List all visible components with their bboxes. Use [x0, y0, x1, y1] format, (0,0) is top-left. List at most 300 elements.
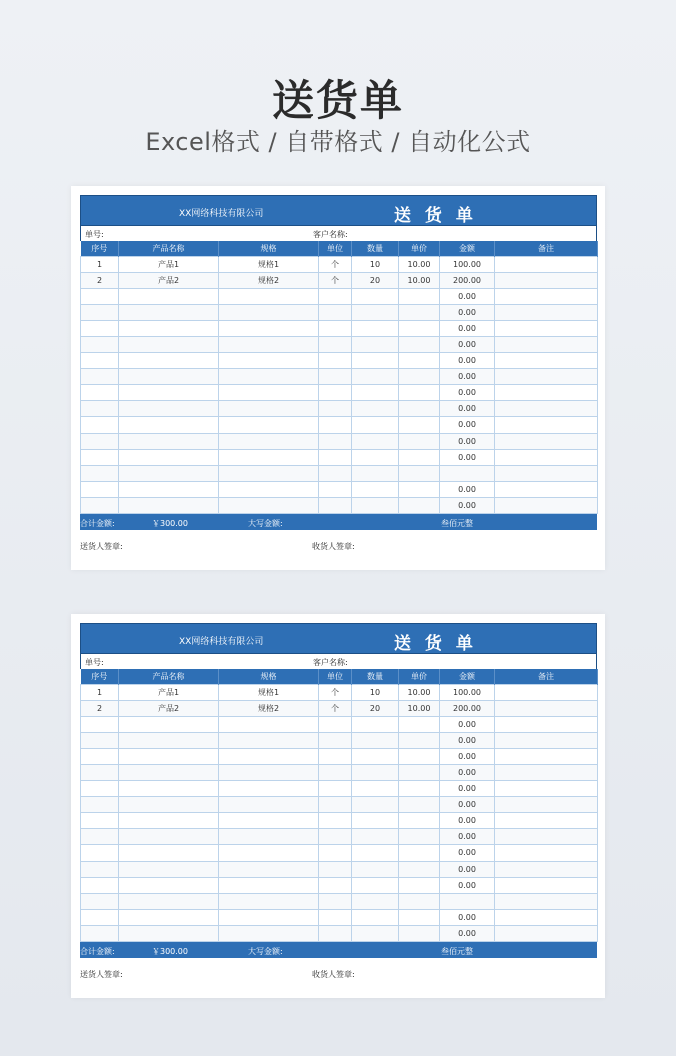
table-cell[interactable] [219, 829, 319, 845]
table-cell[interactable] [81, 877, 119, 893]
table-cell[interactable]: 个 [319, 700, 352, 716]
table-cell[interactable] [81, 909, 119, 925]
table-cell[interactable] [319, 716, 352, 732]
table-cell[interactable]: 0.00 [440, 353, 495, 369]
table-cell[interactable] [119, 433, 219, 449]
table-cell[interactable]: 1 [81, 684, 119, 700]
table-cell[interactable] [119, 781, 219, 797]
table-cell[interactable]: 个 [319, 272, 352, 288]
items-table [80, 241, 598, 514]
table-cell[interactable] [495, 497, 598, 513]
table-cell[interactable] [495, 320, 598, 336]
table-cell[interactable] [399, 385, 440, 401]
table-cell[interactable] [319, 320, 352, 336]
table-cell[interactable] [495, 700, 598, 716]
table-cell[interactable] [119, 304, 219, 320]
table-cell[interactable] [119, 449, 219, 465]
table-cell[interactable]: 0.00 [440, 764, 495, 780]
table-cell[interactable] [81, 813, 119, 829]
table-cell[interactable]: 0.00 [440, 449, 495, 465]
table-cell[interactable] [495, 829, 598, 845]
table-cell[interactable] [219, 320, 319, 336]
table-cell[interactable]: 0.00 [440, 481, 495, 497]
table-cell[interactable]: 2 [81, 272, 119, 288]
table-cell[interactable] [319, 877, 352, 893]
column-header: 数量 [352, 241, 399, 256]
table-cell[interactable] [440, 465, 495, 481]
table-cell[interactable]: 2 [81, 700, 119, 716]
table-cell[interactable] [399, 353, 440, 369]
table-cell[interactable] [219, 813, 319, 829]
table-cell[interactable]: 10 [352, 684, 399, 700]
table-cell[interactable]: 20 [352, 272, 399, 288]
table-cell[interactable]: 0.00 [440, 748, 495, 764]
table-cell[interactable] [495, 369, 598, 385]
table-cell[interactable] [495, 272, 598, 288]
table-cell[interactable] [495, 732, 598, 748]
table-cell[interactable] [119, 861, 219, 877]
table-cell[interactable] [319, 732, 352, 748]
column-header: 规格 [219, 669, 319, 684]
table-cell[interactable] [219, 497, 319, 513]
table-cell[interactable] [495, 304, 598, 320]
table-row [81, 748, 598, 764]
table-cell[interactable] [119, 336, 219, 352]
table-cell[interactable] [399, 481, 440, 497]
table-cell[interactable]: 0.00 [440, 797, 495, 813]
table-cell[interactable] [352, 797, 399, 813]
table-cell[interactable] [119, 909, 219, 925]
table-cell[interactable] [219, 845, 319, 861]
table-cell[interactable] [352, 320, 399, 336]
table-cell[interactable] [319, 781, 352, 797]
table-cell[interactable]: 100.00 [440, 256, 495, 272]
table-cell[interactable] [119, 732, 219, 748]
table-cell[interactable] [495, 813, 598, 829]
table-cell[interactable]: 产品1 [119, 256, 219, 272]
table-cell[interactable]: 0.00 [440, 369, 495, 385]
table-cell[interactable] [81, 369, 119, 385]
table-cell[interactable] [319, 449, 352, 465]
table-cell[interactable] [399, 716, 440, 732]
table-cell[interactable] [119, 497, 219, 513]
table-cell[interactable]: 0.00 [440, 417, 495, 433]
table-cell[interactable] [219, 732, 319, 748]
table-cell[interactable] [495, 449, 598, 465]
table-cell[interactable] [352, 748, 399, 764]
table-cell[interactable] [399, 829, 440, 845]
table-cell[interactable]: 10.00 [399, 272, 440, 288]
table-cell[interactable]: 0.00 [440, 861, 495, 877]
table-cell[interactable] [81, 497, 119, 513]
table-cell[interactable] [81, 433, 119, 449]
table-cell[interactable] [399, 797, 440, 813]
table-cell[interactable] [352, 401, 399, 417]
table-cell[interactable] [219, 433, 319, 449]
table-cell[interactable]: 产品2 [119, 700, 219, 716]
table-cell[interactable] [352, 481, 399, 497]
table-cell[interactable] [81, 845, 119, 861]
table-cell[interactable]: 产品2 [119, 272, 219, 288]
table-cell[interactable]: 0.00 [440, 288, 495, 304]
table-cell[interactable] [81, 893, 119, 909]
table-cell[interactable] [399, 369, 440, 385]
table-cell[interactable] [399, 893, 440, 909]
table-cell[interactable] [352, 764, 399, 780]
table-cell[interactable]: 个 [319, 684, 352, 700]
table-cell[interactable] [399, 877, 440, 893]
column-header: 金额 [440, 669, 495, 684]
table-row [81, 369, 598, 385]
table-cell[interactable] [119, 288, 219, 304]
table-row [81, 684, 598, 700]
table-cell[interactable] [219, 764, 319, 780]
table-cell[interactable] [81, 829, 119, 845]
table-cell[interactable] [440, 893, 495, 909]
table-cell[interactable] [495, 893, 598, 909]
table-cell[interactable]: 0.00 [440, 401, 495, 417]
table-cell[interactable] [81, 732, 119, 748]
table-cell[interactable]: 0.00 [440, 909, 495, 925]
table-cell[interactable] [352, 433, 399, 449]
table-cell[interactable] [495, 716, 598, 732]
table-cell[interactable] [319, 909, 352, 925]
table-cell[interactable] [219, 481, 319, 497]
table-cell[interactable] [119, 465, 219, 481]
table-cell[interactable] [352, 861, 399, 877]
table-cell[interactable] [352, 829, 399, 845]
table-cell[interactable] [352, 497, 399, 513]
table-cell[interactable] [119, 353, 219, 369]
table-cell[interactable] [319, 304, 352, 320]
table-cell[interactable] [81, 417, 119, 433]
table-cell[interactable] [219, 925, 319, 941]
table-cell[interactable] [319, 465, 352, 481]
table-cell[interactable] [319, 748, 352, 764]
table-cell[interactable] [495, 433, 598, 449]
table-cell[interactable] [399, 465, 440, 481]
table-row [81, 716, 598, 732]
table-cell[interactable] [219, 385, 319, 401]
table-cell[interactable] [119, 417, 219, 433]
table-cell[interactable] [352, 369, 399, 385]
receiver-signature-label: 收货人签章: [312, 542, 355, 551]
table-cell[interactable] [399, 288, 440, 304]
table-cell[interactable] [352, 385, 399, 401]
table-cell[interactable] [352, 716, 399, 732]
table-cell[interactable] [81, 320, 119, 336]
table-cell[interactable] [495, 845, 598, 861]
table-cell[interactable] [399, 497, 440, 513]
table-cell[interactable]: 0.00 [440, 781, 495, 797]
table-cell[interactable] [219, 909, 319, 925]
table-cell[interactable] [319, 353, 352, 369]
table-cell[interactable] [495, 353, 598, 369]
table-header-row [81, 241, 598, 256]
table-cell[interactable] [399, 909, 440, 925]
table-cell[interactable]: 0.00 [440, 813, 495, 829]
table-cell[interactable]: 10.00 [399, 256, 440, 272]
table-cell[interactable] [219, 336, 319, 352]
table-cell[interactable] [81, 861, 119, 877]
table-row [81, 465, 598, 481]
table-cell[interactable] [495, 797, 598, 813]
table-cell[interactable] [119, 320, 219, 336]
total-value: ￥300.00 [152, 519, 188, 528]
table-cell[interactable] [119, 401, 219, 417]
table-cell[interactable] [81, 449, 119, 465]
table-cell[interactable] [319, 481, 352, 497]
table-row [81, 336, 598, 352]
table-cell[interactable] [399, 320, 440, 336]
table-cell[interactable]: 1 [81, 256, 119, 272]
table-cell[interactable] [352, 813, 399, 829]
table-cell[interactable] [219, 861, 319, 877]
table-cell[interactable]: 规格2 [219, 272, 319, 288]
table-cell[interactable] [319, 764, 352, 780]
table-row [81, 256, 598, 272]
table-cell[interactable] [119, 829, 219, 845]
table-cell[interactable] [119, 385, 219, 401]
table-cell[interactable] [352, 909, 399, 925]
table-cell[interactable] [319, 829, 352, 845]
table-cell[interactable] [352, 925, 399, 941]
table-cell[interactable]: 规格1 [219, 256, 319, 272]
table-cell[interactable]: 0.00 [440, 845, 495, 861]
sender-signature-label: 送货人签章: [80, 542, 123, 551]
table-cell[interactable] [319, 336, 352, 352]
table-cell[interactable]: 0.00 [440, 320, 495, 336]
table-cell[interactable] [119, 369, 219, 385]
table-cell[interactable]: 10.00 [399, 684, 440, 700]
table-cell[interactable] [81, 336, 119, 352]
uppercase-value: 叁佰元整 [441, 519, 473, 528]
table-cell[interactable] [119, 481, 219, 497]
table-cell[interactable] [81, 481, 119, 497]
table-cell[interactable] [119, 925, 219, 941]
table-cell[interactable] [399, 813, 440, 829]
table-cell[interactable] [119, 845, 219, 861]
table-cell[interactable] [352, 449, 399, 465]
table-cell[interactable] [119, 764, 219, 780]
table-cell[interactable] [352, 288, 399, 304]
table-cell[interactable]: 0.00 [440, 877, 495, 893]
company-name: XX网络科技有限公司 [179, 637, 264, 647]
table-cell[interactable] [399, 748, 440, 764]
table-cell[interactable] [319, 925, 352, 941]
column-header: 单价 [399, 241, 440, 256]
total-row [80, 514, 597, 530]
company-name: XX网络科技有限公司 [179, 209, 264, 219]
uppercase-label: 大写金额: [248, 947, 283, 956]
table-cell[interactable] [81, 797, 119, 813]
sheet-header [80, 195, 597, 226]
table-row [81, 288, 598, 304]
table-cell[interactable] [81, 748, 119, 764]
table-cell[interactable] [219, 465, 319, 481]
table-cell[interactable] [81, 465, 119, 481]
table-cell[interactable] [399, 401, 440, 417]
table-cell[interactable] [319, 813, 352, 829]
table-cell[interactable] [495, 401, 598, 417]
table-cell[interactable] [81, 925, 119, 941]
table-cell[interactable] [495, 877, 598, 893]
table-cell[interactable] [81, 781, 119, 797]
table-cell[interactable]: 10.00 [399, 700, 440, 716]
table-cell[interactable] [319, 861, 352, 877]
table-cell[interactable]: 100.00 [440, 684, 495, 700]
table-cell[interactable]: 20 [352, 700, 399, 716]
table-cell[interactable] [119, 797, 219, 813]
table-cell[interactable]: 200.00 [440, 700, 495, 716]
table-cell[interactable] [495, 385, 598, 401]
table-cell[interactable]: 0.00 [440, 925, 495, 941]
table-row [81, 861, 598, 877]
table-cell[interactable] [495, 288, 598, 304]
table-cell[interactable] [352, 465, 399, 481]
table-cell[interactable] [219, 417, 319, 433]
table-cell[interactable] [495, 256, 598, 272]
table-row [81, 813, 598, 829]
uppercase-label: 大写金额: [248, 519, 283, 528]
table-body [81, 684, 598, 942]
table-cell[interactable] [219, 369, 319, 385]
table-cell[interactable] [119, 877, 219, 893]
table-cell[interactable] [219, 304, 319, 320]
table-cell[interactable]: 0.00 [440, 732, 495, 748]
table-cell[interactable] [319, 385, 352, 401]
table-cell[interactable] [352, 845, 399, 861]
column-header: 产品名称 [119, 669, 219, 684]
table-cell[interactable] [81, 385, 119, 401]
table-cell[interactable] [219, 797, 319, 813]
table-row [81, 797, 598, 813]
table-cell[interactable] [219, 748, 319, 764]
table-cell[interactable] [495, 336, 598, 352]
table-cell[interactable]: 产品1 [119, 684, 219, 700]
column-header: 序号 [81, 669, 119, 684]
table-cell[interactable] [352, 353, 399, 369]
table-cell[interactable] [399, 925, 440, 941]
table-cell[interactable] [319, 845, 352, 861]
table-cell[interactable] [319, 433, 352, 449]
table-cell[interactable] [495, 417, 598, 433]
sheet-preview-1 [71, 186, 605, 570]
table-cell[interactable] [495, 465, 598, 481]
signature-row [80, 530, 597, 570]
table-cell[interactable] [81, 401, 119, 417]
table-cell[interactable] [81, 353, 119, 369]
table-cell[interactable] [119, 716, 219, 732]
table-cell[interactable]: 0.00 [440, 497, 495, 513]
table-cell[interactable] [319, 369, 352, 385]
table-cell[interactable] [399, 304, 440, 320]
table-cell[interactable] [319, 497, 352, 513]
table-cell[interactable] [319, 417, 352, 433]
table-cell[interactable]: 0.00 [440, 336, 495, 352]
table-cell[interactable]: 10 [352, 256, 399, 272]
column-header: 备注 [495, 669, 598, 684]
customer-label: 客户名称: [313, 658, 348, 667]
signature-row [80, 958, 597, 998]
table-cell[interactable] [81, 764, 119, 780]
table-cell[interactable] [219, 781, 319, 797]
table-cell[interactable] [495, 925, 598, 941]
table-row [81, 449, 598, 465]
uppercase-value: 叁佰元整 [441, 947, 473, 956]
table-cell[interactable] [319, 288, 352, 304]
table-cell[interactable]: 0.00 [440, 433, 495, 449]
table-cell[interactable]: 200.00 [440, 272, 495, 288]
table-cell[interactable] [119, 748, 219, 764]
table-cell[interactable] [352, 781, 399, 797]
table-cell[interactable] [319, 797, 352, 813]
table-cell[interactable] [399, 449, 440, 465]
table-cell[interactable] [219, 353, 319, 369]
table-cell[interactable] [495, 684, 598, 700]
page-title: 送货单 [271, 76, 404, 125]
table-cell[interactable] [399, 433, 440, 449]
table-cell[interactable] [219, 893, 319, 909]
info-row [80, 654, 597, 669]
table-cell[interactable] [495, 764, 598, 780]
table-cell[interactable] [352, 304, 399, 320]
table-cell[interactable] [352, 417, 399, 433]
table-cell[interactable]: 0.00 [440, 385, 495, 401]
receiver-signature-label: 收货人签章: [312, 970, 355, 979]
table-cell[interactable] [399, 764, 440, 780]
table-cell[interactable]: 0.00 [440, 304, 495, 320]
table-cell[interactable] [495, 748, 598, 764]
table-cell[interactable] [495, 481, 598, 497]
table-cell[interactable] [399, 861, 440, 877]
table-cell[interactable] [219, 401, 319, 417]
table-cell[interactable]: 0.00 [440, 716, 495, 732]
table-cell[interactable]: 个 [319, 256, 352, 272]
table-cell[interactable] [319, 893, 352, 909]
table-cell[interactable]: 规格1 [219, 684, 319, 700]
table-cell[interactable] [399, 781, 440, 797]
table-cell[interactable] [399, 845, 440, 861]
table-cell[interactable] [352, 877, 399, 893]
table-row [81, 401, 598, 417]
table-cell[interactable] [399, 336, 440, 352]
table-cell[interactable] [352, 732, 399, 748]
table-cell[interactable] [81, 716, 119, 732]
table-cell[interactable] [219, 716, 319, 732]
table-cell[interactable] [219, 449, 319, 465]
table-cell[interactable] [81, 304, 119, 320]
table-cell[interactable]: 规格2 [219, 700, 319, 716]
sheet-preview-2 [71, 614, 605, 998]
delivery-sheet [80, 195, 597, 570]
table-cell[interactable] [352, 893, 399, 909]
table-cell[interactable] [319, 401, 352, 417]
table-row [81, 320, 598, 336]
table-cell[interactable] [399, 417, 440, 433]
table-cell[interactable] [119, 893, 219, 909]
table-cell[interactable] [81, 288, 119, 304]
table-cell[interactable] [495, 861, 598, 877]
table-cell[interactable] [352, 336, 399, 352]
table-cell[interactable] [495, 909, 598, 925]
table-cell[interactable]: 0.00 [440, 829, 495, 845]
table-cell[interactable] [219, 877, 319, 893]
table-cell[interactable] [495, 781, 598, 797]
table-cell[interactable] [399, 732, 440, 748]
table-cell[interactable] [219, 288, 319, 304]
table-cell[interactable] [119, 813, 219, 829]
